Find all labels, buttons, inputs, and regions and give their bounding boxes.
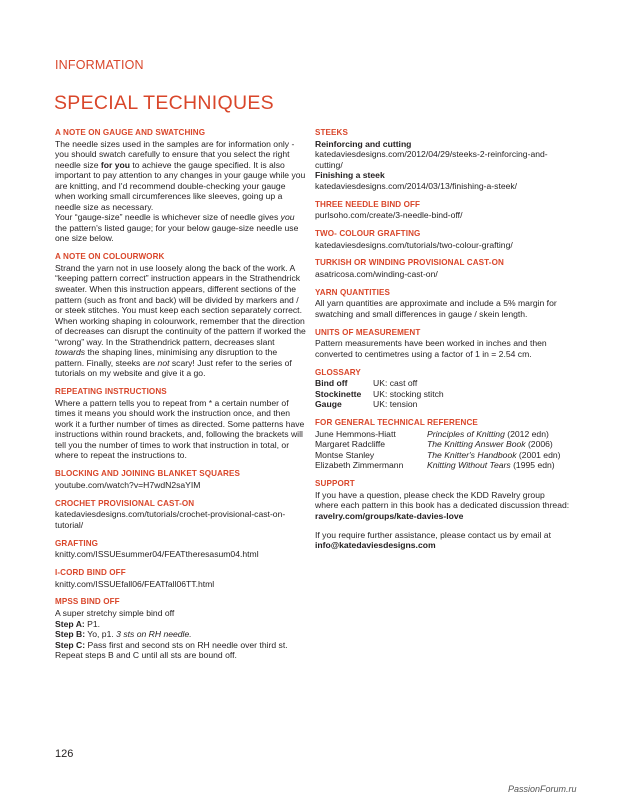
turkish-link[interactable]: asatricosa.com/winding-cast-on/ [315,268,438,279]
repeating-paragraph: Where a pattern tells you to repeat from * a certain number of times it means you should work the instruction once, and then work it a further number of times as directed. Some patterns have instructions within round brackets, and, following the brackets will tell you the number of times to work that instruction in total, or where to repeat the instructions to. [55,397,305,461]
mpss-step-b: Step B: Yo, p1. 3 sts on RH needle. [55,629,192,640]
icord-link[interactable]: knitty.com/ISSUEfall06/FEATfall06TT.html [55,578,215,589]
crochet-link[interactable]: katedaviesdesigns.com/tutorials/crochet-provisional-cast-on-tutorial/ [55,509,286,530]
gauge-paragraph-1: The needle sizes used in the samples are for information only - you should swatch carefully to ensure that you select the right needle size for you to achieve the gauge specified. It is also important to pay attention to any changes in your gauge while you are knitting, and I'd recommend double-checking your gauge when working small circumferences like sleeves, going up a needle size as necessary. [55,138,306,212]
glossary-term: Gauge [315,399,342,410]
glossary-term: Bind off [315,378,348,389]
two-colour-link[interactable]: katedaviesdesigns.com/tutorials/two-colour-grafting/ [315,239,513,250]
mpss-step-a: Step A: P1. [55,618,101,629]
support-heading: SUPPORT [315,479,355,489]
yarn-paragraph: All yarn quantities are approximate and include a 5% margin for swatching and small differences in gauge / skein length. [315,298,557,319]
yarn-heading: YARN QUANTITIES [315,287,390,297]
blocking-heading: BLOCKING AND JOINING BLANKET SQUARES [55,469,240,479]
units-heading: UNITS OF MEASUREMENT [315,327,421,337]
section-label: INFORMATION [55,58,144,72]
support-paragraph-1: If you have a question, please check the KDD Ravelry group where each pattern in this book has a dedicated discussion thread: ravelry.com/groups/kate-davies-love [315,489,570,521]
reference-author: Margaret Radcliffe [315,439,386,450]
reference-author: Montse Stanley [315,449,375,460]
ravelry-link[interactable]: ravelry.com/groups/kate-davies-love [315,510,464,521]
reference-title: The Knitting Answer Book [427,439,526,450]
reference-title: Principles of Knitting [427,428,505,439]
icord-heading: I-CORD BIND OFF [55,568,126,578]
three-needle-heading: THREE NEEDLE BIND OFF [315,199,421,209]
steeks-link-2[interactable]: katedaviesdesigns.com/2014/03/13/finishing-a-steek/ [315,180,518,191]
glossary-def: UK: tension [373,399,418,410]
watermark: PassionForum.ru [508,784,577,794]
units-paragraph: Pattern measurements have been worked in inches and then converted to centimetres using a factor of 1 in = 2.54 cm. [315,338,547,359]
glossary-term: Stockinette [315,388,362,399]
colourwork-heading: A NOTE ON COLOURWORK [55,252,165,262]
blocking-link[interactable]: youtube.com/watch?v=H7wdN2saYIM [55,479,201,490]
right-column [315,128,570,551]
reference-title: Knitting Without Tears [427,460,511,471]
gauge-paragraph-2: Your “gauge-size” needle is whichever size of needle gives you the pattern's listed gauge; for your below gauge-size needle use one size below. [55,212,299,244]
reference-table: June Hemmons-Hiatt Principles of Knitting (2012 edn) Margaret Radcliffe The Knitting Answer Book (2006) Montse Stanley The Knitter's Handbook (2001 edn) Elizabeth Zimmermann Knitting Without Tears (1995 edn) [315,428,561,471]
steeks-sub-finishing: Finishing a steek [315,170,385,181]
mpss-heading: MPSS BIND OFF [55,597,120,607]
repeating-heading: REPEATING INSTRUCTIONS [55,387,167,397]
reference-title: The Knitter's Handbook [427,449,517,460]
three-needle-link[interactable]: purlsoho.com/create/3-needle-bind-off/ [315,210,463,221]
steeks-link-1[interactable]: katedaviesdesigns.com/2012/04/29/steeks-2-reinforcing-and-cutting/ [315,149,548,170]
email-link[interactable]: info@katedaviesdesigns.com [315,540,436,551]
steeks-heading: STEEKS [315,128,348,137]
two-colour-heading: TWO- COLOUR GRAFTING [315,228,421,238]
glossary-table [315,378,570,410]
page-number: 126 [55,748,74,760]
reference-author: June Hemmons-Hiatt [315,428,396,439]
glossary-heading: GLOSSARY [315,367,361,377]
gauge-heading: A NOTE ON GAUGE AND SWATCHING [55,128,206,137]
page-title: SPECIAL TECHNIQUES [54,92,274,114]
mpss-intro: A super stretchy simple bind off [55,607,175,618]
glossary-def: UK: cast off [373,378,418,389]
grafting-heading: GRAFTING [55,538,99,548]
support-paragraph-2: If you require further assistance, please contact us by email at info@katedaviesdesigns.com [315,529,551,551]
left-column [55,128,307,661]
turkish-heading: TURKISH OR WINDING PROVISIONAL CAST-ON [315,258,504,268]
reference-author: Elizabeth Zimmermann [315,460,404,471]
glossary-def: UK: stocking stitch [373,388,444,399]
mpss-repeat: Repeat steps B and C until all sts are bound off. [55,650,237,661]
reference-heading: FOR GENERAL TECHNICAL REFERENCE [315,418,478,428]
mpss-step-c: Step C: Pass first and second sts on RH needle over third st. [55,639,288,650]
crochet-heading: CROCHET PROVISIONAL CAST-ON [55,498,195,508]
grafting-link[interactable]: knitty.com/ISSUEsummer04/FEATtheresasum04.html [55,549,259,560]
colourwork-paragraph: Strand the yarn not in use loosely along the back of the work. A “keeping pattern correct” instruction appears in the Strathendrick sweater. When this instruction appears, different sections of the pattern (such as front and back) will be divided by markers and / or steek stitches. You must keep each section separately correct. When working shaping in colourwork, remember that the direction of decreases can disrupt the continuity of the pattern if worked the “wrong” way. In the Strathendrick pattern, decreases slant towards the shaping lines, minimising any disruption to the pattern. Finally, steeks are not scary! Just refer to the series of tutorials on my website and give it a go. [55,262,306,379]
steeks-sub-reinforcing: Reinforcing and cutting [315,138,412,149]
